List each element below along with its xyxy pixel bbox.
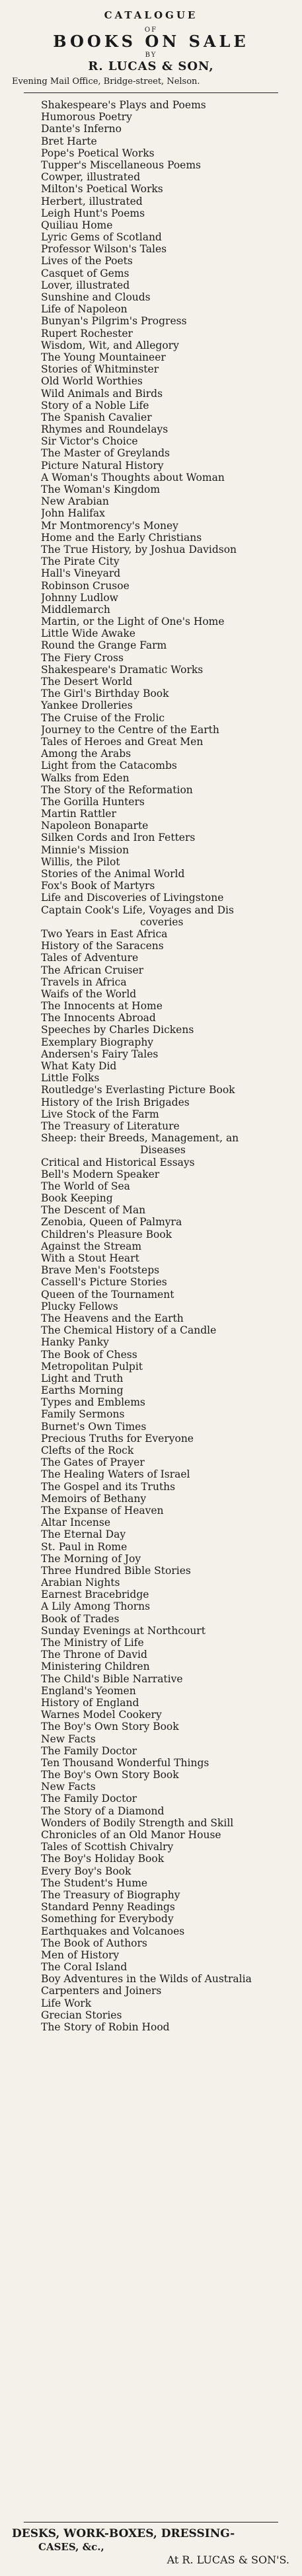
book-title: Herbert, illustrated (41, 195, 143, 207)
book-title: John Halifax (41, 507, 105, 520)
book-title: The Girl's Birthday Book (41, 688, 169, 700)
book-title: The Story of a Diamond (41, 1805, 165, 1817)
book-title: Tales of Adventure (41, 952, 139, 964)
book-title: Walks from Eden (41, 771, 130, 784)
book-title: A Woman's Thoughts about Woman (41, 471, 225, 483)
book-title: Cowper, illustrated (41, 171, 141, 184)
book-title: Plucky Fellows (41, 1300, 118, 1312)
book-title: Yankee Drolleries (41, 699, 133, 712)
book-title: The Book of Authors (41, 1937, 147, 1949)
book-title: Silken Cords and Iron Fetters (41, 832, 196, 844)
book-title: Life of Napoleon (41, 303, 128, 316)
book-title: The Expanse of Heaven (41, 1504, 164, 1517)
book-title: Exemplary Biography (41, 1036, 154, 1048)
book-title: Family Sermons (41, 1408, 125, 1421)
book-title: The Desert World (41, 676, 133, 688)
book-title: Old World Worthies (41, 375, 143, 388)
book-title: Dante's Inferno (41, 123, 122, 135)
book-title: The Family Doctor (41, 1793, 137, 1805)
book-title: Arabian Nights (41, 1577, 120, 1589)
book-title: The Fiery Cross (41, 651, 124, 664)
book-title: The Spanish Cavalier (41, 411, 152, 423)
book-title: Story of a Noble Life (41, 399, 149, 411)
book-title: Tales of Scottish Chivalry (41, 1841, 174, 1853)
book-title: Three Hundred Bible Stories (41, 1564, 191, 1577)
book-title: Waifs of the World (41, 987, 137, 1000)
book-title: The Innocents Abroad (41, 1012, 156, 1024)
advert-line-1: DESKS, WORK-BOXES, DRESSING- (12, 2527, 235, 2540)
book-title: Wild Animals and Birds (41, 387, 163, 400)
book-title: The Boy's Own Story Book (41, 1769, 179, 1781)
book-title: The Throne of David (41, 1649, 147, 1661)
book-title: Critical and Historical Essays (41, 1156, 195, 1168)
book-title: Ministering Children (41, 1661, 150, 1673)
book-title: Queen of the Tournament (41, 1288, 174, 1301)
book-title: Shakespeare's Plays and Poems (41, 99, 206, 111)
book-title: Middlemarch (41, 603, 110, 616)
book-title: The Story of the Reformation (41, 783, 193, 796)
book-title: Clefts of the Rock (41, 1445, 134, 1456)
book-title: Martin Rattler (41, 808, 116, 820)
book-title: The Gospel and its Truths (41, 1480, 176, 1493)
book-title: Two Years in East Africa (41, 927, 168, 940)
book-title: The Woman's Kingdom (41, 483, 161, 495)
book-title: Casquet of Gems (41, 267, 130, 279)
book-title: History of the Saracens (41, 940, 164, 952)
book-title: Standard Penny Readings (41, 1901, 175, 1914)
book-title: New Arabian (41, 495, 109, 508)
book-title: Round the Grange Farm (41, 639, 167, 652)
book-title: Mr Montmorency's Money (41, 519, 178, 532)
book-title: The Coral Island (41, 1961, 128, 1974)
book-title: The Descent of Man (41, 1204, 146, 1217)
book-title: Precious Truths for Everyone (41, 1432, 194, 1445)
book-title: Pope's Poetical Works (41, 147, 155, 159)
book-title: The Child's Bible Narrative (41, 1672, 183, 1685)
book-title: Book of Trades (41, 1612, 120, 1625)
book-title: Stories of the Animal World (41, 868, 185, 880)
book-title: Professor Wilson's Tales (41, 243, 167, 256)
book-title: Bell's Modern Speaker (41, 1168, 160, 1180)
book-title: Picture Natural History (41, 459, 164, 472)
book-title: Bret Harte (41, 135, 97, 147)
book-title: The Treasury of Biography (41, 1888, 180, 1901)
book-title: Earnest Bracebridge (41, 1589, 149, 1601)
book-title: Lyric Gems of Scotland (41, 231, 162, 244)
book-title: Hall's Vineyard (41, 567, 121, 580)
book-title: England's Yeomen (41, 1684, 136, 1697)
book-title: Memoirs of Bethany (41, 1492, 147, 1505)
book-title: Life and Discoveries of Livingstone (41, 892, 224, 904)
book-title: coveries (140, 915, 184, 928)
book-title: Rhymes and Roundelays (41, 423, 169, 436)
book-title: Earths Morning (41, 1384, 124, 1397)
book-title: Minnie's Mission (41, 843, 130, 856)
book-title: Sir Victor's Choice (41, 435, 138, 448)
book-title: Fox's Book of Martyrs (41, 880, 155, 892)
book-title: Warnes Model Cookery (41, 1709, 162, 1721)
book-title: Milton's Poetical Works (41, 183, 163, 196)
book-title: The Pirate City (41, 555, 120, 568)
book-title: Speeches by Charles Dickens (41, 1024, 194, 1036)
book-title: Metropolitan Pulpit (41, 1360, 143, 1373)
book-title: The Heavens and the Earth (41, 1312, 184, 1324)
book-title: Sunshine and Clouds (41, 291, 151, 303)
book-title: The Morning of Joy (41, 1552, 141, 1565)
book-title: Life Work (41, 1997, 92, 2009)
book-title: Boy Adventures in the Wilds of Australia (41, 1973, 252, 1986)
book-title: Sunday Evenings at Northcourt (41, 1624, 206, 1637)
book-title: Humorous Poetry (41, 111, 132, 124)
book-title: Light and Truth (41, 1372, 124, 1384)
book-title: The Cruise of the Frolic (41, 711, 165, 724)
book-title: Book Keeping (41, 1192, 113, 1205)
book-title: Something for Everybody (41, 1913, 174, 1925)
book-title: The Student's Hume (41, 1877, 148, 1889)
book-title: A Lily Among Thorns (41, 1600, 151, 1613)
book-title: Lives of the Poets (41, 255, 133, 268)
book-title: Brave Men's Footsteps (41, 1264, 160, 1277)
book-title: Among the Arabs (41, 748, 132, 760)
book-title: Sheep: their Breeds, Management, an (41, 1132, 239, 1145)
book-title: Robinson Crusoe (41, 579, 130, 592)
book-title: The Eternal Day (41, 1528, 126, 1541)
book-title: Hanky Panky (41, 1336, 109, 1349)
book-title: Light from the Catacombs (41, 760, 177, 772)
book-title: Chronicles of an Old Manor House (41, 1829, 221, 1841)
book-title: Lover, illustrated (41, 279, 130, 291)
book-title: The Boy's Holiday Book (41, 1853, 165, 1865)
book-title: New Facts (41, 1781, 96, 1793)
book-title: Burnet's Own Times (41, 1420, 147, 1433)
book-title: The Book of Chess (41, 1348, 137, 1361)
book-title: Andersen's Fairy Tales (41, 1048, 159, 1060)
book-title: Rupert Rochester (41, 327, 133, 340)
seller-address: Evening Mail Office, Bridge-street, Nelson. (12, 77, 200, 87)
book-title: The Story of Robin Hood (41, 2021, 170, 2033)
book-title: Carpenters and Joiners (41, 1985, 162, 1997)
book-title: Men of History (41, 1949, 120, 1961)
seller-name: R. LUCAS & SON, (88, 59, 214, 73)
book-title: The Gates of Prayer (41, 1456, 145, 1469)
book-title: Tupper's Miscellaneous Poems (41, 159, 201, 171)
book-title: Willis, the Pilot (41, 855, 120, 868)
book-title: The Treasury of Literature (41, 1120, 180, 1132)
book-title: Tales of Heroes and Great Men (41, 735, 204, 748)
book-title: Wonders of Bodily Strength and Skill (41, 1816, 234, 1829)
of-line: OF (144, 26, 158, 34)
book-title: Quiliau Home (41, 219, 113, 231)
book-title: Stories of Whitminster (41, 363, 159, 376)
book-title: Earthquakes and Volcanoes (41, 1925, 185, 1937)
top-rule (24, 92, 278, 93)
book-title: The Chemical History of a Candle (41, 1324, 217, 1337)
book-title: Johnny Ludlow (41, 591, 118, 604)
book-title: Children's Pleasure Book (41, 1228, 172, 1240)
books-on-sale-heading: BOOKS ON SALE (53, 32, 249, 51)
book-title: Cassell's Picture Stories (41, 1276, 167, 1289)
book-title: Diseases (140, 1144, 186, 1157)
book-title: Martin, or the Light of One's Home (41, 616, 225, 628)
by-line: BY (145, 52, 157, 59)
book-title: Zenobia, Queen of Palmyra (41, 1216, 182, 1229)
book-title: Grecian Stories (41, 2009, 122, 2021)
book-title: With a Stout Heart (41, 1252, 139, 1264)
book-title: The Boy's Own Story Book (41, 1721, 179, 1733)
book-title: Wisdom, Wit, and Allegory (41, 339, 179, 351)
book-title: Leigh Hunt's Poems (41, 207, 145, 219)
book-title: Captain Cook's Life, Voyages and Dis (41, 904, 234, 916)
book-title: Little Folks (41, 1072, 100, 1085)
book-title: Napoleon Bonaparte (41, 820, 149, 832)
book-title: The Healing Waters of Israel (41, 1468, 190, 1481)
book-title: New Facts (41, 1733, 96, 1745)
advert-footer (12, 2527, 292, 2567)
book-title: The Young Mountaineer (41, 351, 166, 363)
book-title: The True History, by Joshua Davidson (41, 543, 237, 555)
book-title: Shakespeare's Dramatic Works (41, 663, 204, 676)
book-title: Ten Thousand Wonderful Things (41, 1756, 209, 1769)
book-title: The Family Doctor (41, 1744, 137, 1757)
book-title: Against the Stream (41, 1240, 142, 1252)
book-title: The World of Sea (41, 1180, 130, 1192)
book-title: Altar Incense (41, 1517, 111, 1529)
book-title: The Master of Greylands (41, 447, 170, 460)
book-title: The Gorilla Hunters (41, 795, 145, 808)
book-title: Home and the Early Christians (41, 531, 202, 544)
book-title: Bunyan's Pilgrim's Progress (41, 315, 187, 328)
book-title: History of the Irish Brigades (41, 1096, 190, 1108)
book-title: History of England (41, 1696, 139, 1709)
book-title: Types and Emblems (41, 1396, 145, 1409)
book-title: What Katy Did (41, 1060, 117, 1072)
book-title: The African Cruiser (41, 964, 144, 976)
book-title: The Innocents at Home (41, 1000, 163, 1013)
book-title: St. Paul in Rome (41, 1540, 128, 1553)
advert-line-2: CASES, &c., (38, 2541, 104, 2553)
book-title: The Ministry of Life (41, 1637, 144, 1649)
book-title: Little Wide Awake (41, 627, 135, 640)
book-list (41, 99, 292, 2033)
book-title: Every Boy's Book (41, 1865, 132, 1877)
book-title: Routledge's Everlasting Picture Book (41, 1084, 235, 1096)
catalogue-heading: CATALOGUE (104, 9, 198, 21)
advert-line-3: At R. LUCAS & SON'S. (167, 2554, 289, 2566)
book-title: Journey to the Centre of the Earth (41, 723, 219, 736)
book-title: Travels in Africa (41, 976, 127, 988)
book-title: Live Stock of the Farm (41, 1108, 159, 1120)
